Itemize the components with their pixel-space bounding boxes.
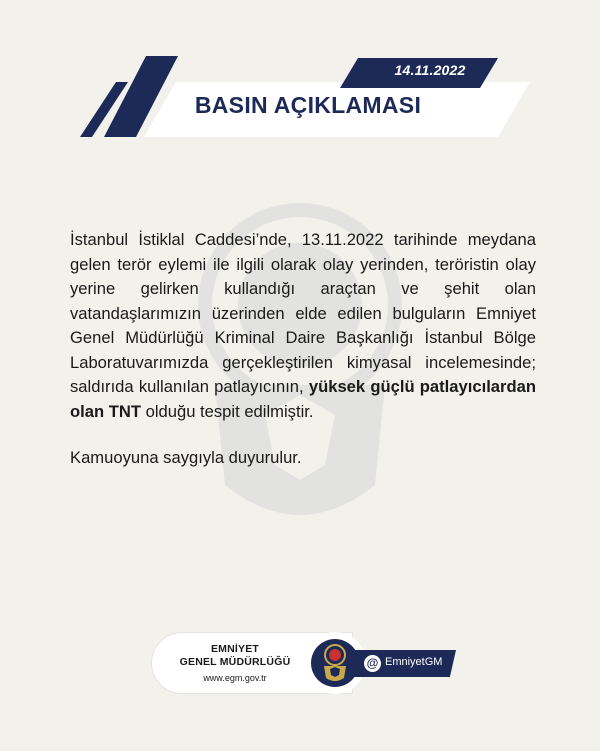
statement-paragraph xyxy=(70,228,536,424)
statement-body xyxy=(70,228,536,471)
release-date: 14.11.2022 xyxy=(394,62,466,78)
at-sign-icon: @ xyxy=(364,655,381,672)
website-link[interactable]: www.egm.gov.tr xyxy=(203,673,267,683)
statement-text-part-1: İstanbul İstiklal Caddesi’nde, 13.11.2022 tarihinde meydana gelen terör eylemi ile ilgili olarak olay yerinden, teröristin olay yerine gelirken kullandığı araçtan ve şehit olan vatandaşlarımızın üzerinden elde edilen bulguların Emniyet Genel Müdürlüğü Kriminal Daire Başkanlığı İstanbul Bölge Laboratuvarımızda gerçekleştirilen kimyasal incelemesinde; saldırıda kullanılan patlayıcının, xyxy=(70,230,536,396)
statement-bold-phrase: yüksek güçlü patlayıcılardan olan TNT xyxy=(70,377,536,421)
org-name-line2: GENEL MÜDÜRLÜĞÜ xyxy=(179,656,291,668)
closing-line: Kamuoyuna saygıyla duyurulur. xyxy=(70,448,302,467)
social-handle[interactable]: EmniyetGM xyxy=(385,656,443,668)
police-badge-icon xyxy=(310,638,360,688)
header-decoration xyxy=(0,0,600,160)
statement-text-part-2: olduğu tespit edilmiştir. xyxy=(145,401,314,421)
org-name-line1: EMNİYET xyxy=(210,643,260,655)
page-title: BASIN AÇIKLAMASI xyxy=(194,92,422,118)
